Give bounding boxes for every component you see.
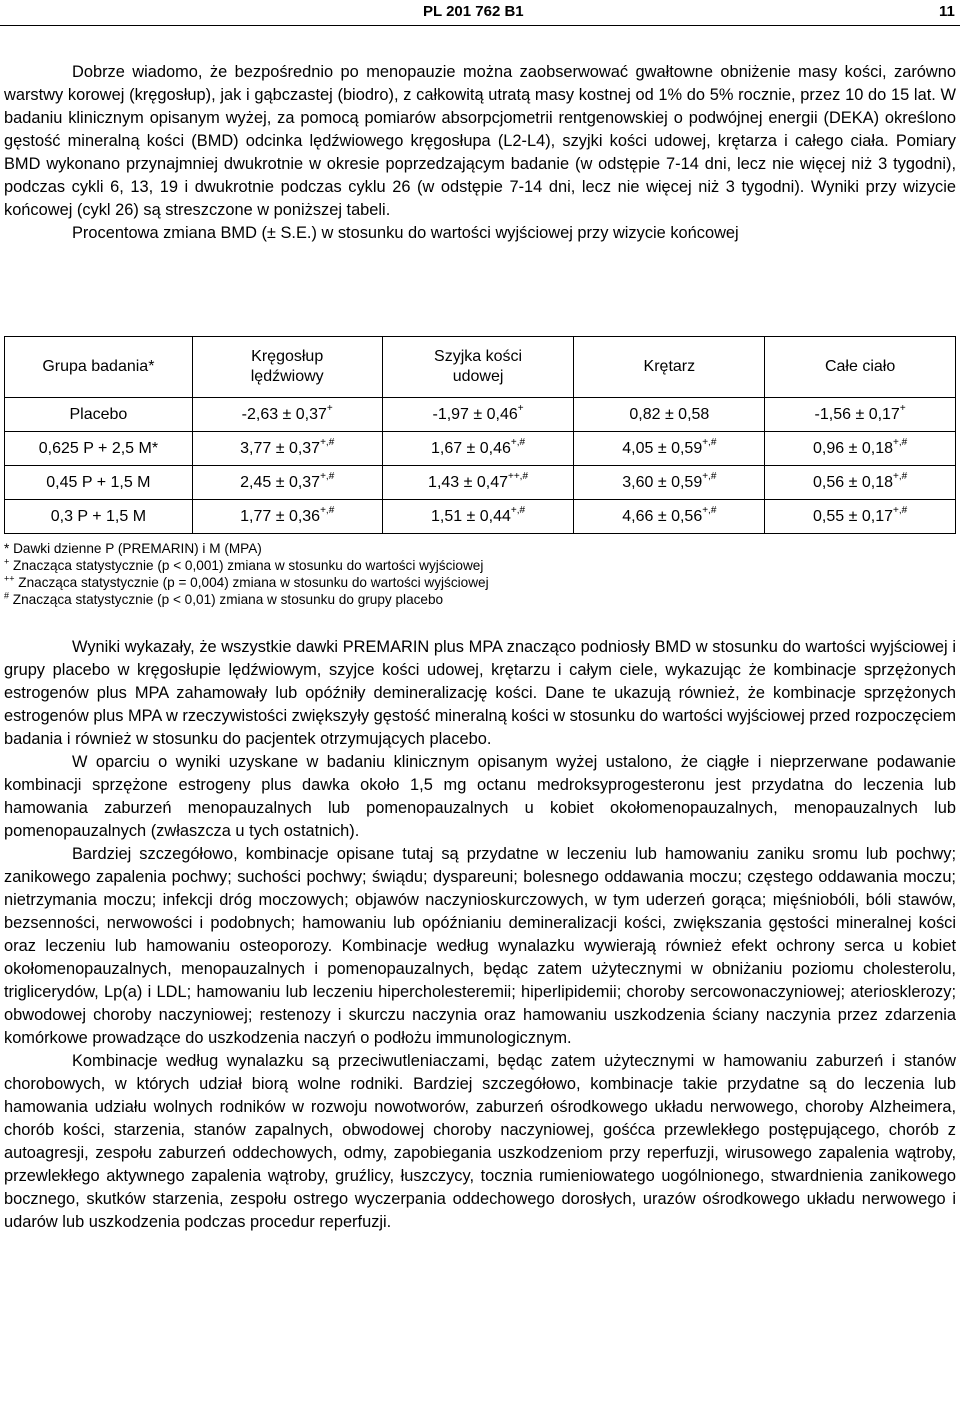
significance-mark: +,#	[892, 505, 908, 517]
header-divider	[0, 25, 960, 26]
value-cell	[382, 500, 574, 534]
value-cell	[192, 466, 382, 500]
value-text: 1,77 ± 0,36	[240, 507, 321, 525]
value-cell	[765, 466, 956, 500]
page-number: 11	[939, 3, 955, 20]
value-text: -2,63 ± 0,37	[241, 405, 327, 423]
value-text: 0,56 ± 0,18	[813, 473, 893, 491]
footnote-mark: *	[4, 541, 10, 556]
header-cell: Krętarz	[574, 337, 765, 398]
table-header-row	[5, 337, 956, 398]
value-text: 1,67 ± 0,46	[430, 439, 511, 457]
footnote-mark: ++	[4, 573, 15, 584]
group-cell: 0,625 P + 2,5 M*	[5, 432, 193, 466]
header-cell	[382, 337, 574, 398]
value-text: 1,51 ± 0,44	[430, 507, 511, 525]
footnote	[4, 574, 956, 591]
value-text: -1,56 ± 0,17	[814, 405, 900, 423]
value-text: 3,60 ± 0,59	[622, 473, 703, 491]
table-row	[5, 432, 956, 466]
value-cell	[382, 398, 574, 432]
body-paragraph: Bardziej szczegółowo, kombinacje opisane tutaj są przydatne w leczeniu lub hamowaniu zaniku sromu lub pochwy; zanikowego zapalenia pochwy; suchości pochwy; świądu; dyspareuni; bolesnego oddawania moczu; częstego oddawania moczu; nietrzymania moczu; infekcji dróg moczowych; objawów naczynioskurczowych, w tym uderzeń gorąca; mięśniobóli, bóli stawów, bezsenności, nerwowości i podobnych; hamowaniu lub opóźnianiu demineralizacji kości, zwiększania gęstości mineralnej kości oraz leczeniu lub hamowaniu osteoporozy. Kombinacje według wynalazku wywierają również efekt ochrony serca u kobiet okołomenopauzalnych, menopauzalnych i pomenopauzalnych, będąc zatem użytecznymi w obniżaniu poziomu cholesterolu, triglicerydów, Lp(a) i LDL; hamowaniu lub leczeniu hipercholesteremii; hiperlipidemii; choroby sercowonaczyniowej; ateriosklerozy; obwodowej choroby naczyniowej; restenozy i skurczu naczynia oraz hamowaniu uszkodzenia ściany naczynia przez zdarzenia komórkowe prowadzące do uszkodzenia naczyń o podłożu immunologicznym.	[4, 845, 956, 1047]
body-paragraph: W oparciu o wyniki uzyskane w badaniu klinicznym opisanym wyżej ustalono, że ciągłe i nieprzerwane podawanie kombinacji sprzężone estrogeny plus dawka około 1,5 mg octanu medroksyprogesteronu jest przydatna do leczenia lub hamowania zaburzeń menopauzalnych lub pomenopauzalnych u kobiet okołomenopauzalnych, menopauzalnych lub pomenopauzalnych (zwłaszcza u tych ostatnich).	[4, 753, 956, 840]
value-cell	[765, 500, 956, 534]
value-cell	[574, 500, 765, 534]
body-paragraph: Wyniki wykazały, że wszystkie dawki PREMARIN plus MPA znacząco podniosły BMD w stosunku do wartości wyjściowej i grupy placebo w kręgosłupie lędźwiowym, szyjce kości udowej, krętarzu i całym ciele, wykazując że kombinacje sprzężonych estrogenów plus MPA zahamowały lub opóźniły demineralizację kości. Dane te ukazują również, że kombinacje sprzężonych estrogenów plus MPA w rzeczywistości zwiększyły gęstość mineralną kości w stosunku do wartości wyjściowej przed rozpoczęciem badania i również w stosunku do pacjentek otrzymujących placebo.	[4, 638, 956, 748]
value-cell	[382, 466, 574, 500]
value-text: 0,82 ± 0,58	[629, 405, 710, 423]
significance-mark: +,#	[320, 505, 335, 517]
footnote-text: Znacząca statystycznie (p < 0,01) zmiana w stosunku do grupy placebo	[9, 592, 444, 607]
body-text	[4, 636, 956, 1234]
value-cell	[574, 432, 765, 466]
patent-number: PL 201 762 B1	[423, 3, 524, 20]
significance-mark: +,#	[320, 471, 335, 483]
value-text: 0,96 ± 0,18	[813, 439, 893, 457]
table-row	[5, 500, 956, 534]
value-cell	[192, 500, 382, 534]
table-footnotes	[4, 540, 956, 608]
header-cell: Grupa badania*	[5, 337, 193, 398]
body-paragraph: Kombinacje według wynalazku są przeciwutleniaczami, będąc zatem użytecznymi w hamowaniu zaburzeń i stanów chorobowych, w których udział biorą wolne rodniki. Bardziej szczegółowo, kombinacje takie przydatne są do leczenia lub hamowania udziału wolnych rodników w rozwoju nowotworów, zaburzeń ośrodkowego układu nerwowego, choroby Alzheimera, chorób kości, starzenia, stanów zapalnych, obwodowej choroby naczyniowej, gośćca przewlekłego postępującego, chorób z autoagresji, zespołu zaburzeń oddechowych, odmy, zapobiegania uszkodzeniom przy reperfuzji, wirusowego zapalenia wątroby, przewlekłego aktywnego zapalenia wątroby, gruźlicy, łuszczycy, tocznia rumieniowatego uogólnionego, stwardnienia zanikowego bocznego, skutków starzenia, zespołu ostrego wyczerpania oddechowego dorosłych, urazów ośrodkowego układu nerwowego i udarów lub uszkodzenia podczas procedur reperfuzji.	[4, 1052, 956, 1231]
value-cell	[192, 432, 382, 466]
value-text: 3,77 ± 0,37	[240, 439, 321, 457]
footnote-text: Dawki dzienne P (PREMARIN) i M (MPA)	[9, 541, 262, 556]
significance-mark: +	[326, 403, 333, 415]
footnote	[4, 591, 956, 608]
significance-mark: +	[517, 403, 524, 415]
value-cell	[765, 398, 956, 432]
significance-mark: +,#	[510, 437, 526, 449]
group-cell: Placebo	[5, 398, 193, 432]
table-row	[5, 466, 956, 500]
significance-mark: +,#	[510, 505, 526, 517]
footnote-text: Znacząca statystycznie (p = 0,004) zmiana w stosunku do wartości wyjściowej	[14, 575, 489, 590]
header-cell-text: Szyjka kości udowej	[434, 348, 523, 385]
significance-mark: +	[899, 403, 906, 415]
significance-mark: ++,#	[508, 471, 529, 483]
value-cell	[765, 432, 956, 466]
value-cell	[574, 466, 765, 500]
value-text: -1,97 ± 0,46	[432, 405, 518, 423]
value-cell	[574, 398, 765, 432]
significance-mark: +,#	[702, 437, 717, 449]
significance-mark: +,#	[892, 437, 908, 449]
significance-mark: +,#	[892, 471, 908, 483]
header-cell-text: Kręgosłup lędźwiowy	[250, 348, 324, 385]
value-text: 4,05 ± 0,59	[622, 439, 703, 457]
intro-paragraph: Dobrze wiadomo, że bezpośrednio po menopauzie można zaobserwować gwałtowne obniżenie masy kości, zarówno warstwy korowej (kręgosłup), jak i gąbczastej (biodro), z całkowitą utratą masy kostnej od 1% do 5% rocznie, przez 10 do 15 lat. W badaniu klinicznym opisanym wyżej, za pomocą pomiarów absorpcjometrii rentgenowskiej o podwójnej energii (DEKA) określono gęstość mineralną kości (BMD) odcinka lędźwiowego kręgosłupa (L2-L4), szyjki kości udowej, krętarza i całego ciała. Pomiary BMD wykonano przynajmniej dwukrotnie w okresie poprzedzającym badanie (w odstępie 7-14 dni, lecz nie więcej niż 3 tygodni), podczas cykli 6, 13, 19 i dwukrotnie podczas cyklu 26 (w odstępie 7-14 dni, lecz nie więcej niż 3 tygodni). Wyniki przy wizycie końcowej (cykl 26) są streszczone w poniższej tabeli.	[4, 63, 956, 219]
bmd-results-table	[4, 336, 956, 534]
footnote	[4, 540, 956, 557]
group-cell: 0,3 P + 1,5 M	[5, 500, 193, 534]
table-row	[5, 398, 956, 432]
group-cell: 0,45 P + 1,5 M	[5, 466, 193, 500]
intro-section	[4, 61, 956, 245]
significance-mark: +,#	[320, 437, 335, 449]
value-text: 2,45 ± 0,37	[240, 473, 321, 491]
footnote-mark: +	[4, 556, 10, 567]
footnote-text: Znacząca statystycznie (p < 0,001) zmiana w stosunku do wartości wyjściowej	[9, 558, 484, 573]
header-cell: Całe ciało	[765, 337, 956, 398]
footnote	[4, 557, 956, 574]
value-text: 1,43 ± 0,47	[428, 473, 508, 491]
significance-mark: +,#	[702, 505, 717, 517]
header-cell	[192, 337, 382, 398]
value-cell	[382, 432, 574, 466]
table-caption: Procentowa zmiana BMD (± S.E.) w stosunku do wartości wyjściowej przy wizycie końcowej	[72, 224, 739, 242]
value-text: 4,66 ± 0,56	[622, 507, 703, 525]
value-text: 0,55 ± 0,17	[813, 507, 893, 525]
value-cell	[192, 398, 382, 432]
footnote-mark: #	[4, 590, 10, 601]
significance-mark: +,#	[702, 471, 717, 483]
